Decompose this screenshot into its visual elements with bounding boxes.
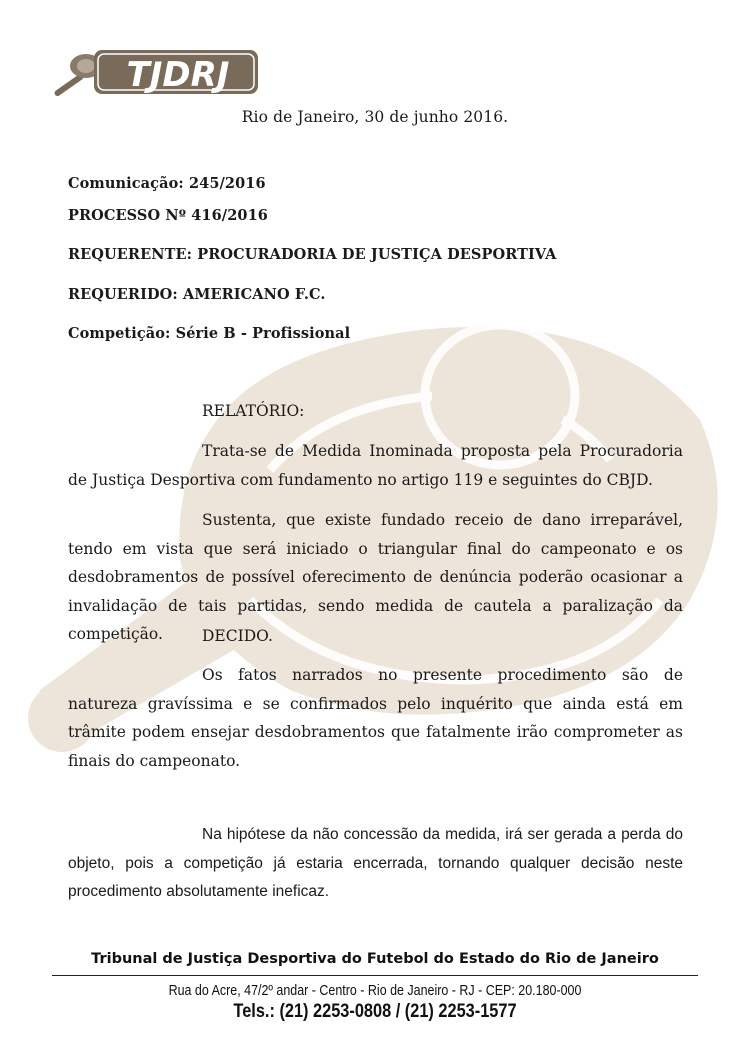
comunicacao-line: Comunicação: 245/2016 bbox=[68, 175, 266, 192]
footer-title: Tribunal de Justiça Desportiva do Futebol do Estado do Rio de Janeiro bbox=[91, 951, 659, 967]
document-date: Rio de Janeiro, 30 de junho 2016. bbox=[241, 108, 509, 126]
tjdrj-logo bbox=[50, 48, 260, 98]
footer-phones: Tels.: (21) 2253-0808 / (21) 2253-1577 bbox=[233, 1001, 517, 1022]
paragraph-4: Na hipótese da não concessão da medida, irá ser gerada a perda do objeto, pois a competição já estaria encerrada, tornando qualquer decisão neste procedimento absolutamente ineficaz. bbox=[68, 826, 683, 900]
footer-address: Rua do Acre, 47/2º andar - Centro - Rio de Janeiro - RJ - CEP: 20.180-000 bbox=[168, 983, 582, 999]
competicao-line: Competição: Série B - Profissional bbox=[68, 325, 351, 342]
relatorio-heading: RELATÓRIO: bbox=[202, 402, 305, 420]
logo-text: TJDRJ bbox=[126, 55, 230, 95]
paragraph-3: Os fatos narrados no presente procedimento são de natureza gravíssima e se confirmados pelo inquérito que ainda está em trâmite podem ensejar desdobramentos que fatalmente irão comprometer as finais do campeonato. bbox=[68, 666, 683, 770]
requerido-line: REQUERIDO: AMERICANO F.C. bbox=[68, 286, 326, 303]
requerente-line: REQUERENTE: PROCURADORIA DE JUSTIÇA DESPORTIVA bbox=[68, 246, 557, 263]
paragraph-1: Trata-se de Medida Inominada proposta pela Procuradoria de Justiça Desportiva com fundamento no artigo 119 e seguintes do CBJD. bbox=[68, 442, 683, 489]
paragraph-2: Sustenta, que existe fundado receio de dano irreparável, tendo em vista que será iniciado o triangular final do campeonato e os desdobramentos de possível oferecimento de denúncia poderão ocasionar a invalidação de tais partidas, sendo medida de cautela a paralização da competição. bbox=[68, 511, 683, 643]
decido-heading: DECIDO. bbox=[202, 627, 273, 645]
processo-line: PROCESSO Nº 416/2016 bbox=[68, 207, 268, 224]
